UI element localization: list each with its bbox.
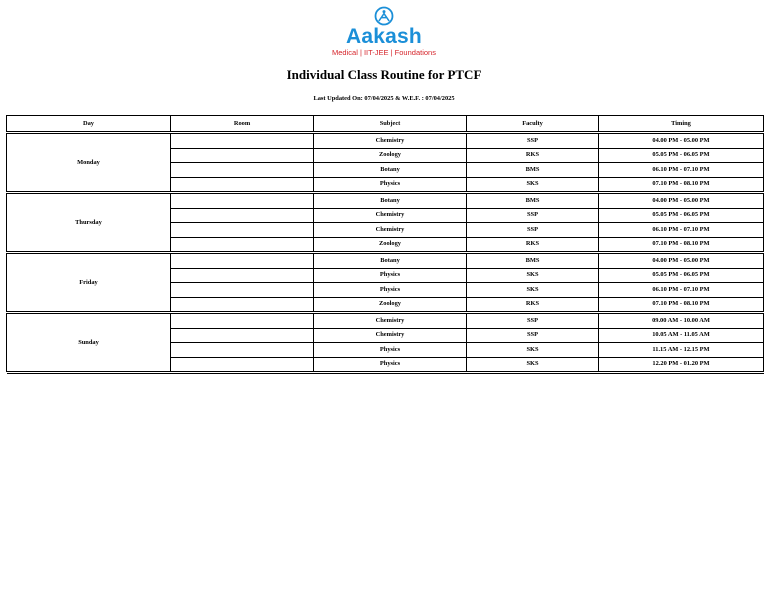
table-bottom-separator (7, 372, 764, 374)
timing-cell: 07.10 PM - 08.10 PM (599, 297, 764, 312)
column-header-subject: Subject (314, 116, 467, 132)
class-routine-table (6, 115, 764, 374)
aakash-emblem-icon (371, 6, 397, 26)
timing-cell: 10.05 AM - 11.05 AM (599, 328, 764, 343)
logo-brand-name: Aakash (346, 25, 422, 48)
room-cell (171, 357, 314, 372)
room-cell (171, 328, 314, 343)
faculty-cell: SKS (467, 343, 599, 358)
day-cell: Thursday (7, 194, 171, 252)
room-cell (171, 177, 314, 192)
table-row (7, 194, 764, 209)
room-cell (171, 208, 314, 223)
timing-cell: 06.10 PM - 07.10 PM (599, 163, 764, 178)
subject-cell: Physics (314, 357, 467, 372)
day-cell: Sunday (7, 314, 171, 372)
faculty-cell: SSP (467, 314, 599, 329)
subject-cell: Botany (314, 254, 467, 269)
subject-cell: Botany (314, 163, 467, 178)
subject-cell: Chemistry (314, 208, 467, 223)
faculty-cell: SSP (467, 208, 599, 223)
room-cell (171, 314, 314, 329)
subject-cell: Chemistry (314, 314, 467, 329)
timing-cell: 07.10 PM - 08.10 PM (599, 237, 764, 252)
room-cell (171, 268, 314, 283)
faculty-cell: SSP (467, 134, 599, 149)
room-cell (171, 134, 314, 149)
timing-cell: 04.00 PM - 05.00 PM (599, 134, 764, 149)
room-cell (171, 163, 314, 178)
room-cell (171, 297, 314, 312)
table-row (7, 314, 764, 329)
subject-cell: Botany (314, 194, 467, 209)
timing-cell: 05.05 PM - 06.05 PM (599, 268, 764, 283)
timing-cell: 07.10 PM - 08.10 PM (599, 177, 764, 192)
faculty-cell: SKS (467, 268, 599, 283)
column-header-faculty: Faculty (467, 116, 599, 132)
faculty-cell: BMS (467, 254, 599, 269)
column-header-day: Day (7, 116, 171, 132)
aakash-logo (0, 6, 768, 57)
timing-cell: 06.10 PM - 07.10 PM (599, 283, 764, 298)
column-header-timing: Timing (599, 116, 764, 132)
subject-cell: Physics (314, 283, 467, 298)
timing-cell: 12.20 PM - 01.20 PM (599, 357, 764, 372)
routine-table-body (7, 116, 764, 374)
logo-tagline: Medical | IIT-JEE | Foundations (332, 48, 436, 57)
room-cell (171, 254, 314, 269)
faculty-cell: SSP (467, 223, 599, 238)
table-header-row (7, 116, 764, 132)
room-cell (171, 194, 314, 209)
faculty-cell: RKS (467, 148, 599, 163)
last-updated-text: Last Updated On: 07/04/2025 & W.E.F. : 07/04/2025 (313, 95, 455, 102)
faculty-cell: SKS (467, 357, 599, 372)
table-row (7, 254, 764, 269)
subject-cell: Zoology (314, 148, 467, 163)
faculty-cell: SKS (467, 177, 599, 192)
room-cell (171, 237, 314, 252)
room-cell (171, 148, 314, 163)
subject-cell: Physics (314, 343, 467, 358)
room-cell (171, 283, 314, 298)
faculty-cell: SSP (467, 328, 599, 343)
column-header-room: Room (171, 116, 314, 132)
faculty-cell: BMS (467, 194, 599, 209)
separator-cell (7, 372, 764, 374)
subject-cell: Physics (314, 268, 467, 283)
timing-cell: 04.00 PM - 05.00 PM (599, 254, 764, 269)
table-row (7, 134, 764, 149)
timing-cell: 09.00 AM - 10.00 AM (599, 314, 764, 329)
subject-cell: Chemistry (314, 134, 467, 149)
day-cell: Monday (7, 134, 171, 192)
subject-cell: Zoology (314, 297, 467, 312)
faculty-cell: BMS (467, 163, 599, 178)
timing-cell: 04.00 PM - 05.00 PM (599, 194, 764, 209)
day-cell: Friday (7, 254, 171, 312)
timing-cell: 11.15 AM - 12.15 PM (599, 343, 764, 358)
faculty-cell: RKS (467, 237, 599, 252)
subject-cell: Physics (314, 177, 467, 192)
timing-cell: 06.10 PM - 07.10 PM (599, 223, 764, 238)
room-cell (171, 343, 314, 358)
subject-cell: Chemistry (314, 328, 467, 343)
subject-cell: Chemistry (314, 223, 467, 238)
room-cell (171, 223, 314, 238)
faculty-cell: SKS (467, 283, 599, 298)
faculty-cell: RKS (467, 297, 599, 312)
subject-cell: Zoology (314, 237, 467, 252)
timing-cell: 05.05 PM - 06.05 PM (599, 208, 764, 223)
timing-cell: 05.05 PM - 06.05 PM (599, 148, 764, 163)
page-title: Individual Class Routine for PTCF (286, 67, 482, 82)
